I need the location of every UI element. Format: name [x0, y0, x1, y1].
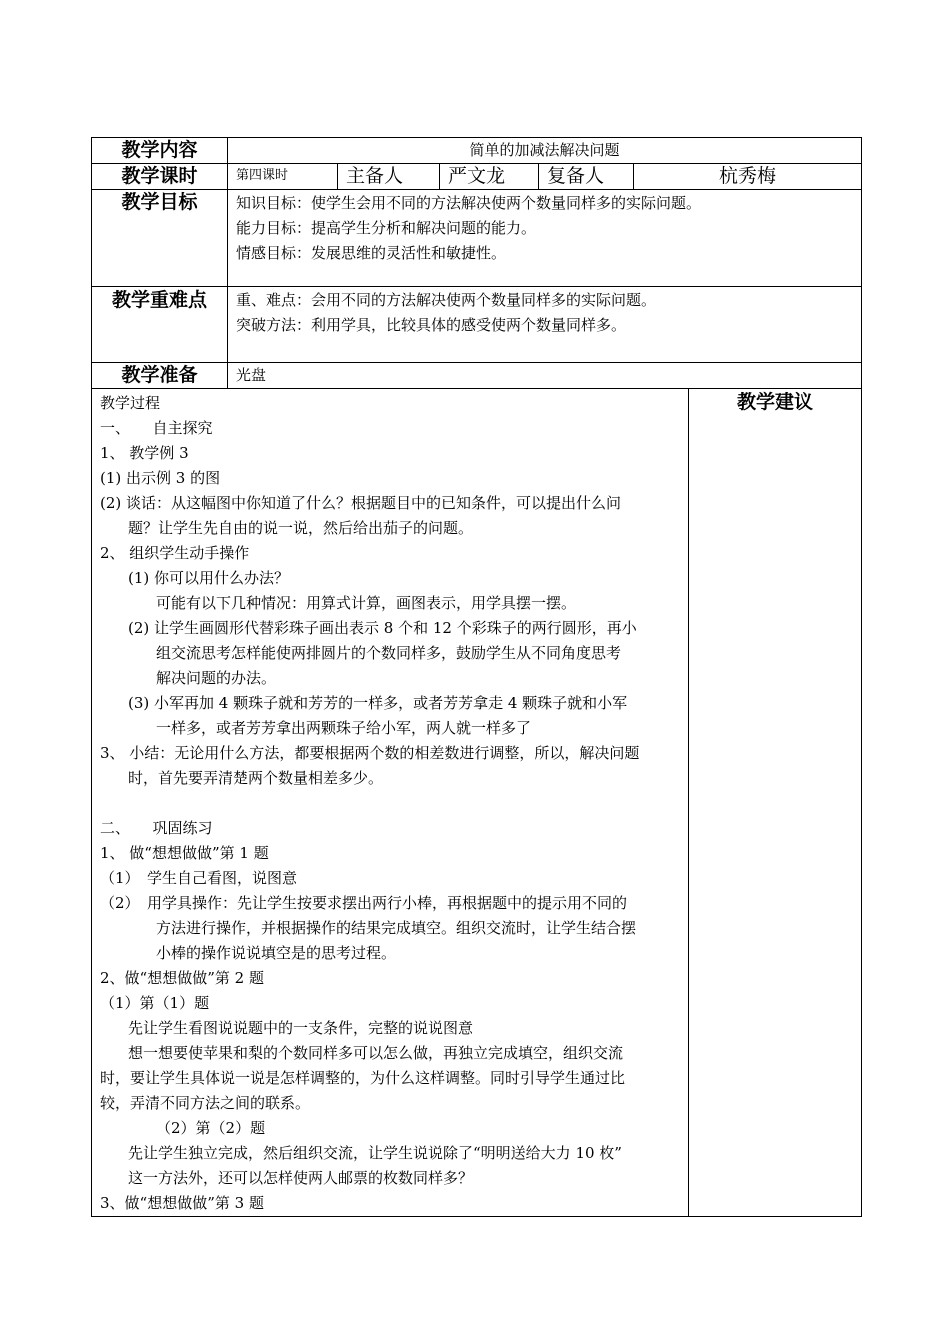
process-line: 3、 小结：无论用什么方法，都要根据两个数的相差数进行调整，所以，解决问题 [100, 744, 640, 762]
process-line: 一、 自主探究 [100, 419, 213, 437]
goal-knowledge: 知识目标：使学生会用不同的方法解决使两个数量同样多的实际问题。 [236, 194, 702, 212]
process-line: 题？让学生先自由的说一说，然后给出茄子的问题。 [128, 519, 474, 537]
period-value: 第四课时 [228, 164, 338, 190]
process-line: (2) 谈话：从这幅图中你知道了什么？根据题目中的已知条件，可以提出什么问 [100, 494, 622, 512]
process-line: (3) 小军再加 4 颗珠子就和芳芳的一样多，或者芳芳拿走 4 颗珠子就和小军 [128, 694, 628, 712]
goal-emotion: 情感目标：发展思维的灵活性和敏捷性。 [236, 244, 507, 262]
content-value: 简单的加减法解决问题 [228, 138, 862, 164]
goals-label: 教学目标 [92, 190, 228, 287]
process-line: （1）第（1）题 [100, 994, 210, 1012]
process-line: 教学过程 [100, 394, 161, 412]
process-table [91, 388, 862, 1217]
process-cell [92, 389, 689, 1217]
process-line: (1) 你可以用什么办法？ [128, 569, 290, 587]
process-lines [100, 391, 688, 1216]
main-prep-value: 严文龙 [440, 164, 539, 190]
process-line: 二、 巩固练习 [100, 819, 213, 837]
process-line: 1、 做“想想做做”第 1 题 [100, 844, 269, 862]
period-label: 教学课时 [92, 164, 228, 190]
process-line: 可能有以下几种情况：用算式计算，画图表示，用学具摆一摆。 [156, 594, 577, 612]
process-line: 想一想要使苹果和梨的个数同样多可以怎么做，再独立完成填空，组织交流 [128, 1044, 624, 1062]
process-line: 1、 教学例 3 [100, 444, 189, 462]
sub-prep-value: 杭秀梅 [634, 164, 862, 190]
process-line: 小棒的操作说说填空是的思考过程。 [156, 944, 397, 962]
process-line: 先让学生看图说说题中的一支条件，完整的说说图意 [128, 1019, 474, 1037]
process-line: 先让学生独立完成，然后组织交流，让学生说说除了“明明送给大力 10 枚” [128, 1144, 622, 1162]
prep-label: 教学准备 [92, 363, 228, 389]
process-line: 解决问题的办法。 [156, 669, 277, 687]
key-cell [228, 287, 862, 363]
process-line: 2、做“想想做做”第 2 题 [100, 969, 264, 987]
content-label: 教学内容 [92, 138, 228, 164]
key-difficulty: 重、难点：会用不同的方法解决使两个数量同样多的实际问题。 [236, 291, 657, 309]
process-line: 组交流思考怎样能使两排圆片的个数同样多，鼓励学生从不同角度思考 [156, 644, 622, 662]
process-line: 方法进行操作，并根据操作的结果完成填空。组织交流时，让学生结合摆 [156, 919, 637, 937]
process-line: 3、做“想想做做”第 3 题 [100, 1194, 264, 1212]
process-line: 时，首先要弄清楚两个数量相差多少。 [128, 769, 384, 787]
process-line: 这一方法外，还可以怎样使两人邮票的枚数同样多？ [128, 1169, 474, 1187]
process-line: （2） 用学具操作：先让学生按要求摆出两行小棒，再根据题中的提示用不同的 [100, 894, 628, 912]
main-prep-label: 主备人 [338, 164, 440, 190]
lesson-plan [91, 137, 861, 1217]
prep-value: 光盘 [228, 363, 862, 389]
process-line: 时，要让学生具体说一说是怎样调整的，为什么这样调整。同时引导学生通过比 [100, 1069, 626, 1087]
process-line: 2、 组织学生动手操作 [100, 544, 250, 562]
header-table [91, 137, 862, 389]
process-line: (2) 让学生画圆形代替彩珠子画出表示 8 个和 12 个彩珠子的两行圆形，再小 [128, 619, 637, 637]
goals-cell [228, 190, 862, 287]
process-line [100, 791, 688, 816]
process-line: （2）第（2）题 [156, 1119, 266, 1137]
process-line: (1) 出示例 3 的图 [100, 469, 221, 487]
suggest-label: 教学建议 [689, 389, 862, 1217]
process-line: 一样多，或者芳芳拿出两颗珠子给小军，两人就一样多了 [156, 719, 532, 737]
process-line: 较，弄清不同方法之间的联系。 [100, 1094, 311, 1112]
key-method: 突破方法：利用学具，比较具体的感受使两个数量同样多。 [236, 316, 627, 334]
process-line: （1） 学生自己看图，说图意 [100, 869, 298, 887]
sub-prep-label: 复备人 [539, 164, 634, 190]
key-label: 教学重难点 [92, 287, 228, 363]
goal-ability: 能力目标：提高学生分析和解决问题的能力。 [236, 219, 537, 237]
